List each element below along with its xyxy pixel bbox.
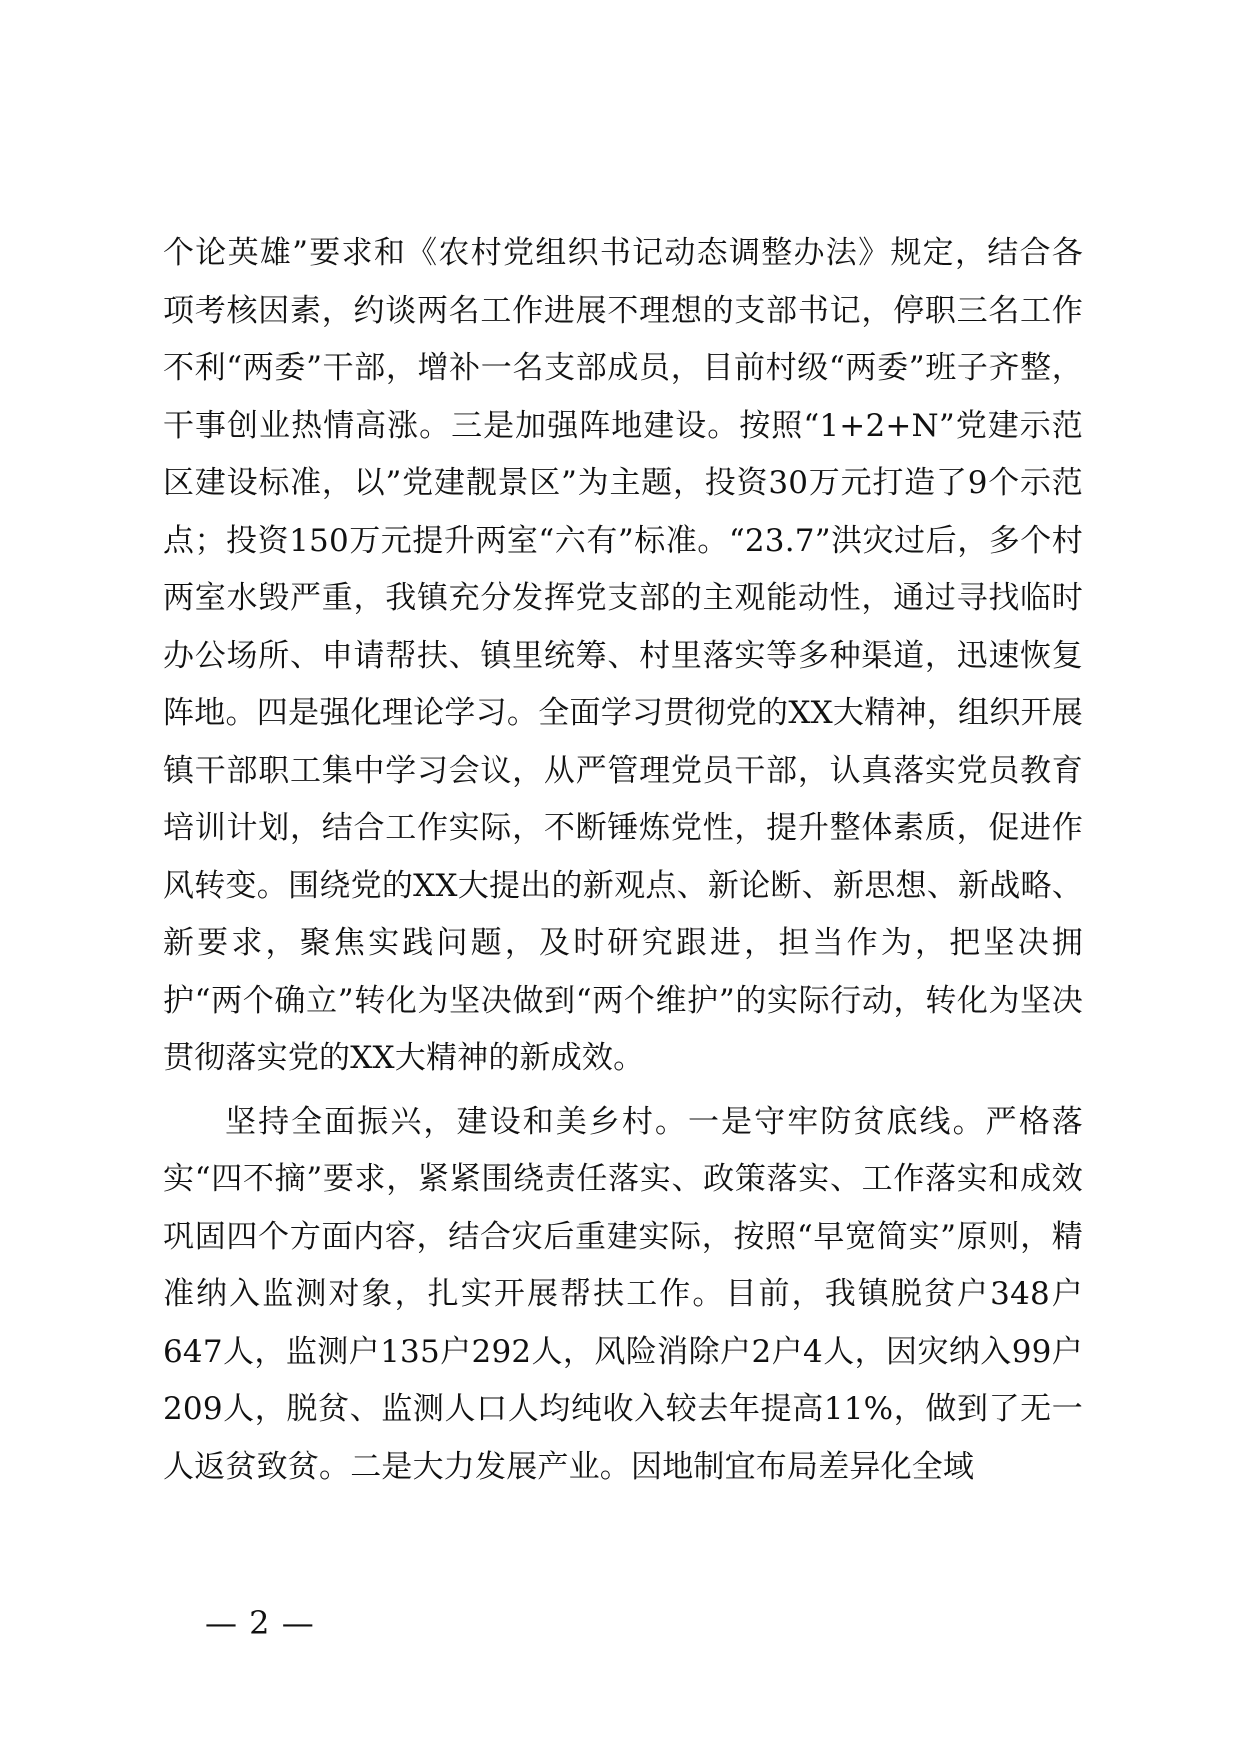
document-body xyxy=(163,225,1083,1496)
paragraph-2: 坚持全面振兴，建设和美乡村。一是守牢防贫底线。严格落实“四不摘”要求，紧紧围绕责任落实、政策落实、工作落实和成效巩固四个方面内容，结合灾后重建实际，按照“早宽简实”原则，精准纳入监测对象，扎实开展帮扶工作。目前，我镇脱贫户348户647人，监测户135户292人，风险消除户2户4人，因灾纳入99户209人，脱贫、监测人口人均纯收入较去年提高11%，做到了无一人返贫致贫。二是大力发展产业。因地制宜布局差异化全域 xyxy=(163,1103,1083,1485)
paragraph-1: 个论英雄”要求和《农村党组织书记动态调整办法》规定，结合各项考核因素，约谈两名工作进展不理想的支部书记，停职三名工作不利“两委”干部，增补一名支部成员，目前村级“两委”班子齐整，干事创业热情高涨。三是加强阵地建设。按照“1+2+N”党建示范区建设标准，以”党建靓景区”为主题，投资30万元打造了9个示范点；投资150万元提升两室“六有”标准。“23.7”洪灾过后，多个村两室水毁严重，我镇充分发挥党支部的主观能动性，通过寻找临时办公场所、申请帮扶、镇里统筹、村里落实等多种渠道，迅速恢复阵地。四是强化理论学习。全面学习贯彻党的XX大精神，组织开展镇干部职工集中学习会议，从严管理党员干部，认真落实党员教育培训计划，结合工作实际，不断锤炼党性，提升整体素质，促进作风转变。围绕党的XX大提出的新观点、新论断、新思想、新战略、新要求，聚焦实践问题，及时研究跟进，担当作为，把坚决拥护“两个确立”转化为坚决做到“两个维护”的实际行动，转化为坚决贯彻落实党的XX大精神的新成效。 xyxy=(163,235,1083,1076)
page-number: — 2 — xyxy=(205,1604,315,1642)
